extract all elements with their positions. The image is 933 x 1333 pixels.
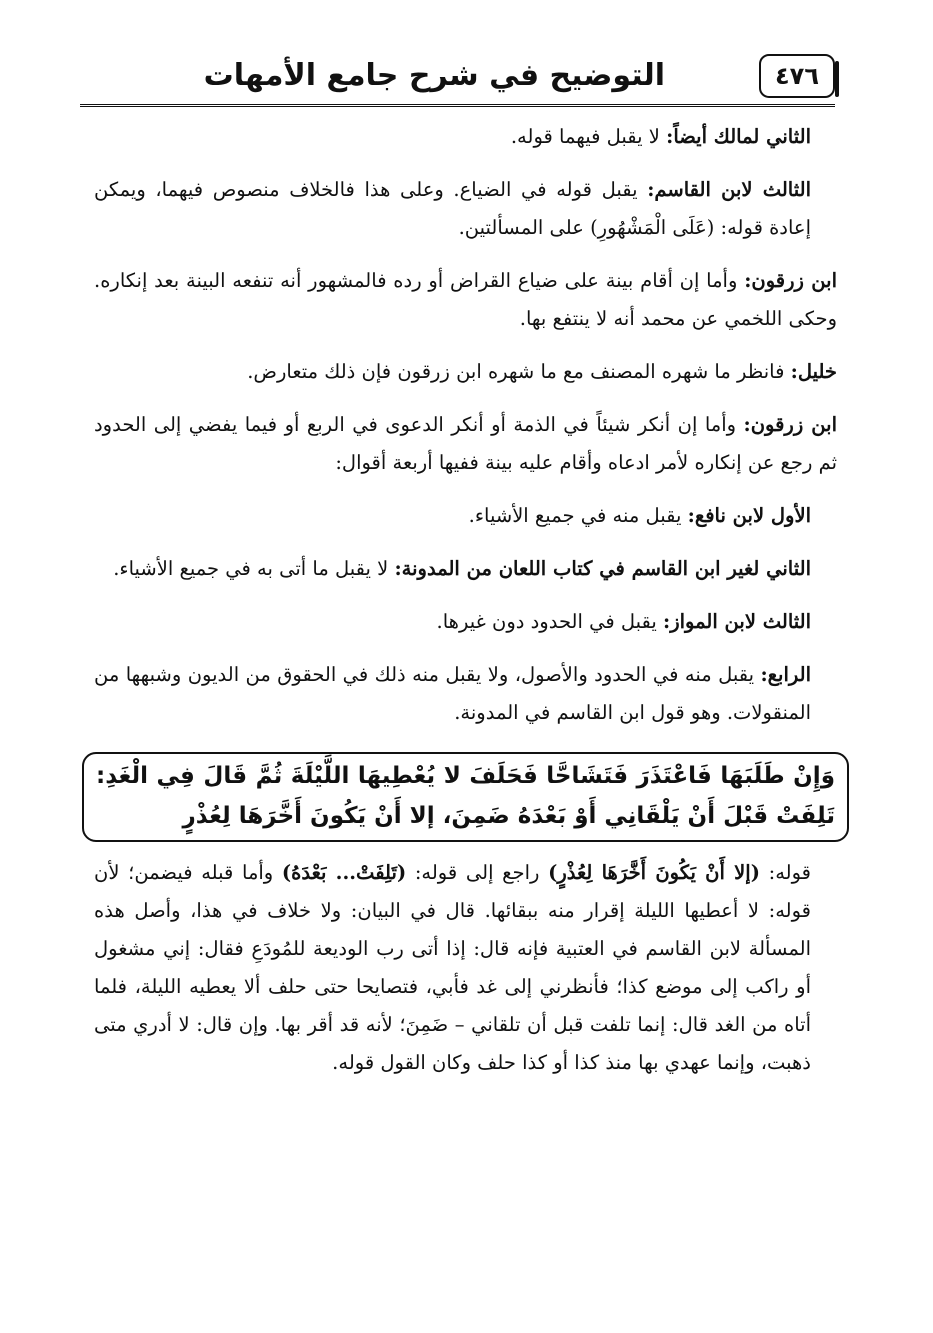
page-number: ٤٧٦ [759,54,835,98]
commentary-text: راجع إلى قوله: [406,861,549,884]
paragraph-lead: الثالث لابن القاسم: [647,178,811,201]
paragraph-lead: الأول لابن نافع: [687,504,811,527]
paragraph-text: يقبل قوله في الضياع. وعلى هذا فالخلاف منصوص فيهما، ويمكن إعادة قوله: (عَلَى الْمَشْهُورِ) على المسألتين. [94,178,811,239]
commentary-quote: (تَلِفَتْ... بَعْدَهُ) [281,861,407,884]
paragraph-1 [94,118,837,156]
commentary-text: وأما قبله فيضمن؛ لأن قوله: لا أعطيها الليلة إقرار منه ببقائها. قال في البيان: ولا خلاف في هذا، وأصل هذه المسألة لابن القاسم في العتبية فإنه قال: إذا أتى رب الوديعة للمُودَعِ فقال: إني مشغول أو راكب إلى موضع كذا؛ فأنظرني إلى غد فأبي، فتصايحا حتى حلف ألا يعطيه الليلة، فلما أتاه من الغد قال: إنما تلفت قبل أن تلقاني – ضَمِنَ؛ لأنه قد أقر بها. وإن قال: لا أدري متى ذهبت، وإنما عهدي بها منذ كذا أو كذا حلف وكان القول قوله. [94,861,811,1074]
paragraph-4 [94,353,837,391]
commentary-text: قوله: [759,861,811,884]
paragraph-lead: الرابع: [760,663,811,686]
paragraph-5 [94,406,837,482]
paragraph-6 [94,497,837,535]
book-title: التوضيح في شرح جامع الأمهات [203,58,665,93]
page-header [80,52,835,108]
paragraph-text: وأما إن أقام بينة على ضياع القراض أو رده فالمشهور أنه تنفعه البينة بعد إنكاره. وحكى اللخمي عن محمد أنه لا ينتفع بها. [94,269,837,330]
paragraph-9 [94,656,837,732]
page-body [94,118,837,1097]
paragraph-lead: ابن زرقون: [743,413,837,436]
commentary-quote: (إلا أَنْ يَكُونَ أَخَّرَهَا لِعُذْرٍ) [548,861,760,884]
paragraph-text: يقبل في الحدود دون غيرها. [436,610,664,633]
paragraph-text: يقبل منه في جميع الأشياء. [468,504,688,527]
paragraph-2 [94,171,837,247]
paragraph-7 [94,550,837,588]
paragraph-lead: الثالث لابن المواز: [663,610,811,633]
paragraph-lead: الثاني لمالك أيضاً: [666,125,811,148]
header-divider [80,104,835,107]
matn-text-box: وَإِنْ طَلَبَهَا فَاعْتَذَرَ فَتَشَاحَّا فَحَلَفَ لا يُعْطِيهَا اللَّيْلَةَ ثُمَّ قَالَ فِي الْغَدِ: تَلِفَتْ قَبْلَ أَنْ يَلْقَانِي أَوْ بَعْدَهُ ضَمِنَ، إلا أَنْ يَكُونَ أَخَّرَهَا لِعُذْرٍ [82,752,849,842]
paragraph-lead: الثاني لغير ابن القاسم في كتاب اللعان من المدونة: [394,557,811,580]
paragraph-lead: خليل: [790,360,837,383]
paragraph-3 [94,262,837,338]
paragraph-lead: ابن زرقون: [744,269,837,292]
paragraph-text: يقبل منه في الحدود والأصول، ولا يقبل منه ذلك في الحقوق من الديون وشبهها من المنقولات. وهو قول ابن القاسم في المدونة. [94,663,811,724]
paragraph-text: فانظر ما شهره المصنف مع ما شهره ابن زرقون فإن ذلك متعارض. [247,360,791,383]
paragraph-text: لا يقبل فيهما قوله. [510,125,667,148]
paragraph-text: وأما إن أنكر شيئاً في الذمة أو أنكر الدعوى في الربع أو فيما يفضي إلى الحدود ثم رجع عن إنكاره لأمر ادعاه وأقام عليه بينة ففيها أربعة أقوال: [94,413,837,474]
commentary-paragraph [94,854,837,1082]
paragraph-8 [94,603,837,641]
paragraph-text: لا يقبل ما أتى به في جميع الأشياء. [113,557,395,580]
